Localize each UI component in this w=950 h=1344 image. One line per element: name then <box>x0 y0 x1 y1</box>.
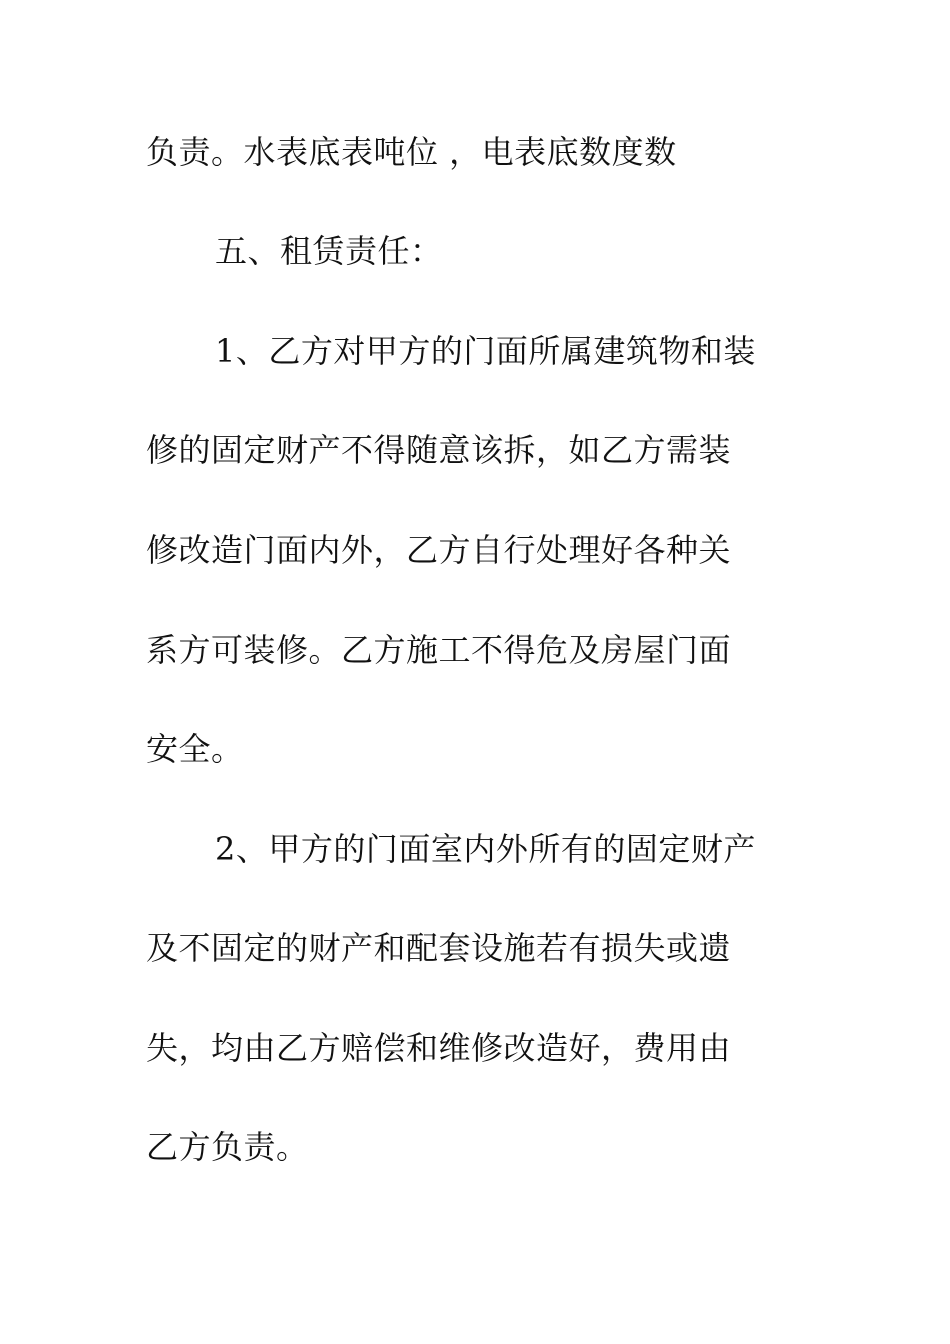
clause-2-line-4: 乙方负责。 <box>146 1128 309 1166</box>
clause-2-line-3: 失，均由乙方赔偿和维修改造好，费用由 <box>146 1029 732 1067</box>
section-heading-lease-responsibility: 五、租赁责任： <box>215 232 443 270</box>
clause-1-line-2: 修的固定财产不得随意该拆，如乙方需装 <box>146 431 732 469</box>
clause-1-line-3: 修改造门面内外，乙方自行处理好各种关 <box>146 531 732 569</box>
clause-2-line-1: 2、甲方的门面室内外所有的固定财产 <box>215 830 756 868</box>
clause-1-line-4: 系方可装修。乙方施工不得危及房屋门面 <box>146 631 732 669</box>
text-line-1: 负责。水表底表吨位 ，电表底数度数 <box>146 133 677 171</box>
clause-1-line-5: 安全。 <box>146 730 244 768</box>
clause-2-line-2: 及不固定的财产和配套设施若有损失或遗 <box>146 929 732 967</box>
clause-1-line-1: 1、乙方对甲方的门面所属建筑物和装 <box>215 332 756 370</box>
